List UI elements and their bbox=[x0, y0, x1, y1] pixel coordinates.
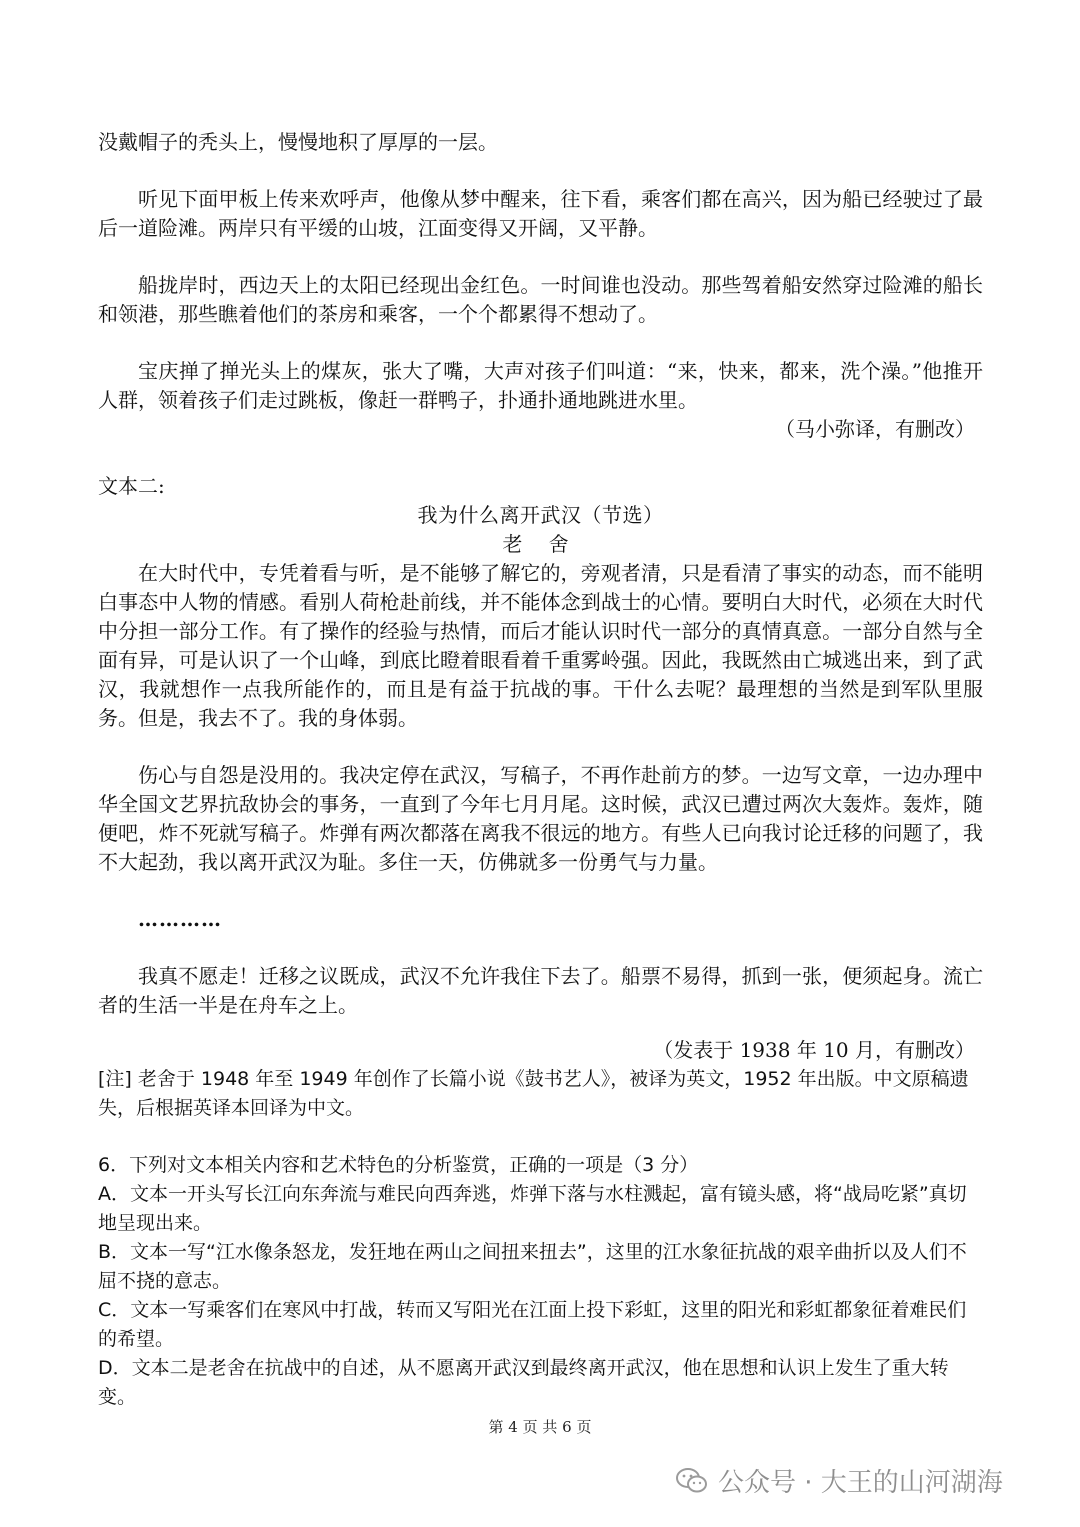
document-page bbox=[98, 128, 983, 1412]
text2-title: 我为什么离开武汉（节选） bbox=[417, 503, 664, 527]
question-option-c: C．文本一写乘客们在寒风中打战，转而又写阳光在江面上投下彩虹，这里的阳光和彩虹都象征着难民们的希望。 bbox=[98, 1299, 967, 1350]
text2-author: 老 舍 bbox=[502, 532, 579, 556]
page-number: 第 4 页 共 6 页 bbox=[488, 1418, 592, 1436]
text2-source: （发表于 1938 年 10 月，有删改） bbox=[653, 1038, 975, 1062]
question-stem: 6．下列对文本相关内容和艺术特色的分析鉴赏，正确的一项是（3 分） bbox=[98, 1154, 699, 1176]
ellipsis: ………… bbox=[138, 907, 222, 931]
text2-label: 文本二: bbox=[98, 474, 165, 498]
watermark bbox=[676, 1462, 1003, 1499]
text2-paragraph: 我真不愿走！迁移之议既成，武汉不允许我住下去了。船票不易得，抓到一张，便须起身。流亡者的生活一半是在舟车之上。 bbox=[98, 964, 983, 1017]
text1-paragraph: 船拢岸时，西边天上的太阳已经现出金红色。一时间谁也没动。那些驾着船安然穿过险滩的船长和领港，那些瞧着他们的茶房和乘客，一个个都累得不想动了。 bbox=[98, 273, 983, 326]
text2-paragraph: 伤心与自怨是没用的。我决定停在武汉，写稿子，不再作赴前方的梦。一边写文章，一边办理中华全国文艺界抗敌协会的事务，一直到了今年七月月尾。这时候，武汉已遭过两次大轰炸。轰炸，随便吧，炸不死就写稿子。炸弹有两次都落在离我不很远的地方。有些人已向我讨论迁移的问题了，我不大起劲，我以离开武汉为耻。多住一天，仿佛就多一份勇气与力量。 bbox=[98, 763, 983, 874]
text1-paragraph: 没戴帽子的秃头上，慢慢地积了厚厚的一层。 bbox=[98, 130, 498, 154]
text1-paragraph: 宝庆掸了掸光头上的煤灰，张大了嘴，大声对孩子们叫道：“来，快来，都来，洗个澡。”他推开人群，领着孩子们走过跳板，像赶一群鸭子，扑通扑通地跳进水里。 bbox=[98, 359, 983, 412]
text2-paragraph: 在大时代中，专凭着看与听，是不能够了解它的，旁观者清，只是看清了事实的动态，而不能明白事态中人物的情感。看别人荷枪赴前线，并不能体念到战士的心情。要明白大时代，必须在大时代中分担一部分工作。有了操作的经验与热情，而后才能认识时代一部分的真情真意。一部分自然与全面有异，可是认识了一个山峰，到底比瞪着眼看着千重雾岭强。因此，我既然由亡城逃出来，到了武汉，我就想作一点我所能作的，而且是有益于抗战的事。干什么去呢？最理想的当然是到军队里服务。但是，我去不了。我的身体弱。 bbox=[98, 561, 983, 730]
wechat-icon bbox=[676, 1467, 708, 1495]
watermark-text: 公众号 · 大王的山河湖海 bbox=[718, 1468, 1003, 1498]
question-option-d: D．文本二是老舍在抗战中的自述，从不愿离开武汉到最终离开武汉，他在思想和认识上发生了重大转变。 bbox=[98, 1357, 949, 1408]
question-option-b: B．文本一写“江水像条怒龙，发狂地在两山之间扭来扭去”，这里的江水象征抗战的艰辛曲折以及人们不屈不挠的意志。 bbox=[98, 1241, 967, 1292]
annotation-note: [注] 老舍于 1948 年至 1949 年创作了长篇小说《鼓书艺人》，被译为英文，1952 年出版。中文原稿遗失，后根据英译本回译为中文。 bbox=[98, 1068, 969, 1119]
question-option-a: A．文本一开头写长江向东奔流与难民向西奔逃，炸弹下落与水柱溅起，富有镜头感，将“战局吃紧”真切地呈现出来。 bbox=[98, 1183, 967, 1234]
text1-source: （马小弥译，有删改） bbox=[775, 417, 975, 441]
text1-paragraph: 听见下面甲板上传来欢呼声，他像从梦中醒来，往下看，乘客们都在高兴，因为船已经驶过了最后一道险滩。两岸只有平缓的山坡，江面变得又开阔，又平静。 bbox=[98, 187, 983, 240]
